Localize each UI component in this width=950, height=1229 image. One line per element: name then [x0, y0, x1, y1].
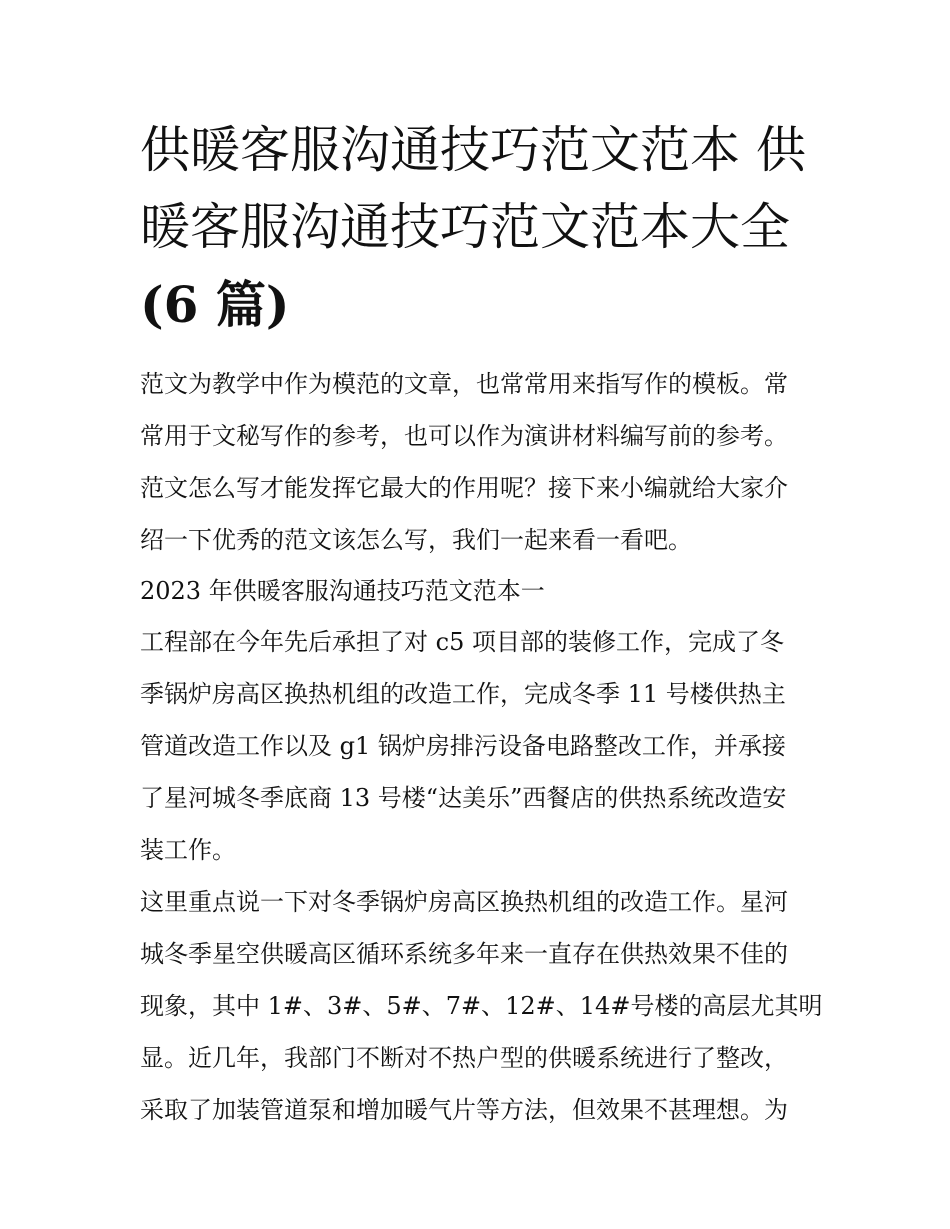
body-paragraph — [140, 616, 820, 876]
text-line: 常用于文秘写作的参考，也可以作为演讲材料编写前的参考。 — [140, 422, 788, 450]
text-line: 绍一下优秀的范文该怎么写，我们一起来看一看吧。 — [140, 526, 692, 554]
text-line: 装工作。 — [140, 836, 236, 864]
body-paragraph — [140, 876, 823, 1136]
document-title — [140, 112, 820, 343]
text-line: 季锅炉房高区换热机组的改造工作，完成冬季 11 号楼供热主 — [140, 680, 786, 708]
title-line: 供暖客服沟通技巧范文范本 供 — [140, 121, 806, 179]
title-line: 暖客服沟通技巧范文范本大全 — [140, 198, 790, 256]
text-line: 了星河城冬季底商 13 号楼“达美乐”西餐店的供热系统改造安 — [140, 784, 787, 812]
text-line: 范文为教学中作为模范的文章，也常常用来指写作的模板。常 — [140, 370, 788, 398]
text-line: 城冬季星空供暖高区循环系统多年来一直存在供热效果不佳的 — [140, 940, 788, 968]
section-heading-text: 2023 年供暖客服沟通技巧范文范本一 — [140, 577, 545, 605]
document-body — [140, 358, 823, 1136]
text-line: 这里重点说一下对冬季锅炉房高区换热机组的改造工作。星河 — [140, 888, 788, 916]
text-line: 范文怎么写才能发挥它最大的作用呢？接下来小编就给大家介 — [140, 474, 788, 502]
title-line: (6 篇) — [140, 275, 290, 334]
intro-paragraph — [140, 358, 820, 566]
section-heading — [140, 566, 820, 616]
text-line: 工程部在今年先后承担了对 c5 项目部的装修工作，完成了冬 — [140, 628, 784, 656]
text-line: 采取了加装管道泵和增加暖气片等方法，但效果不甚理想。为 — [140, 1096, 788, 1124]
text-line: 现象，其中 1#、3#、5#、7#、12#、14#号楼的高层尤其明 — [140, 992, 823, 1020]
text-line: 管道改造工作以及 g1 锅炉房排污设备电路整改工作，并承接 — [140, 732, 786, 760]
text-line: 显。近几年，我部门不断对不热户型的供暖系统进行了整改， — [140, 1044, 788, 1072]
